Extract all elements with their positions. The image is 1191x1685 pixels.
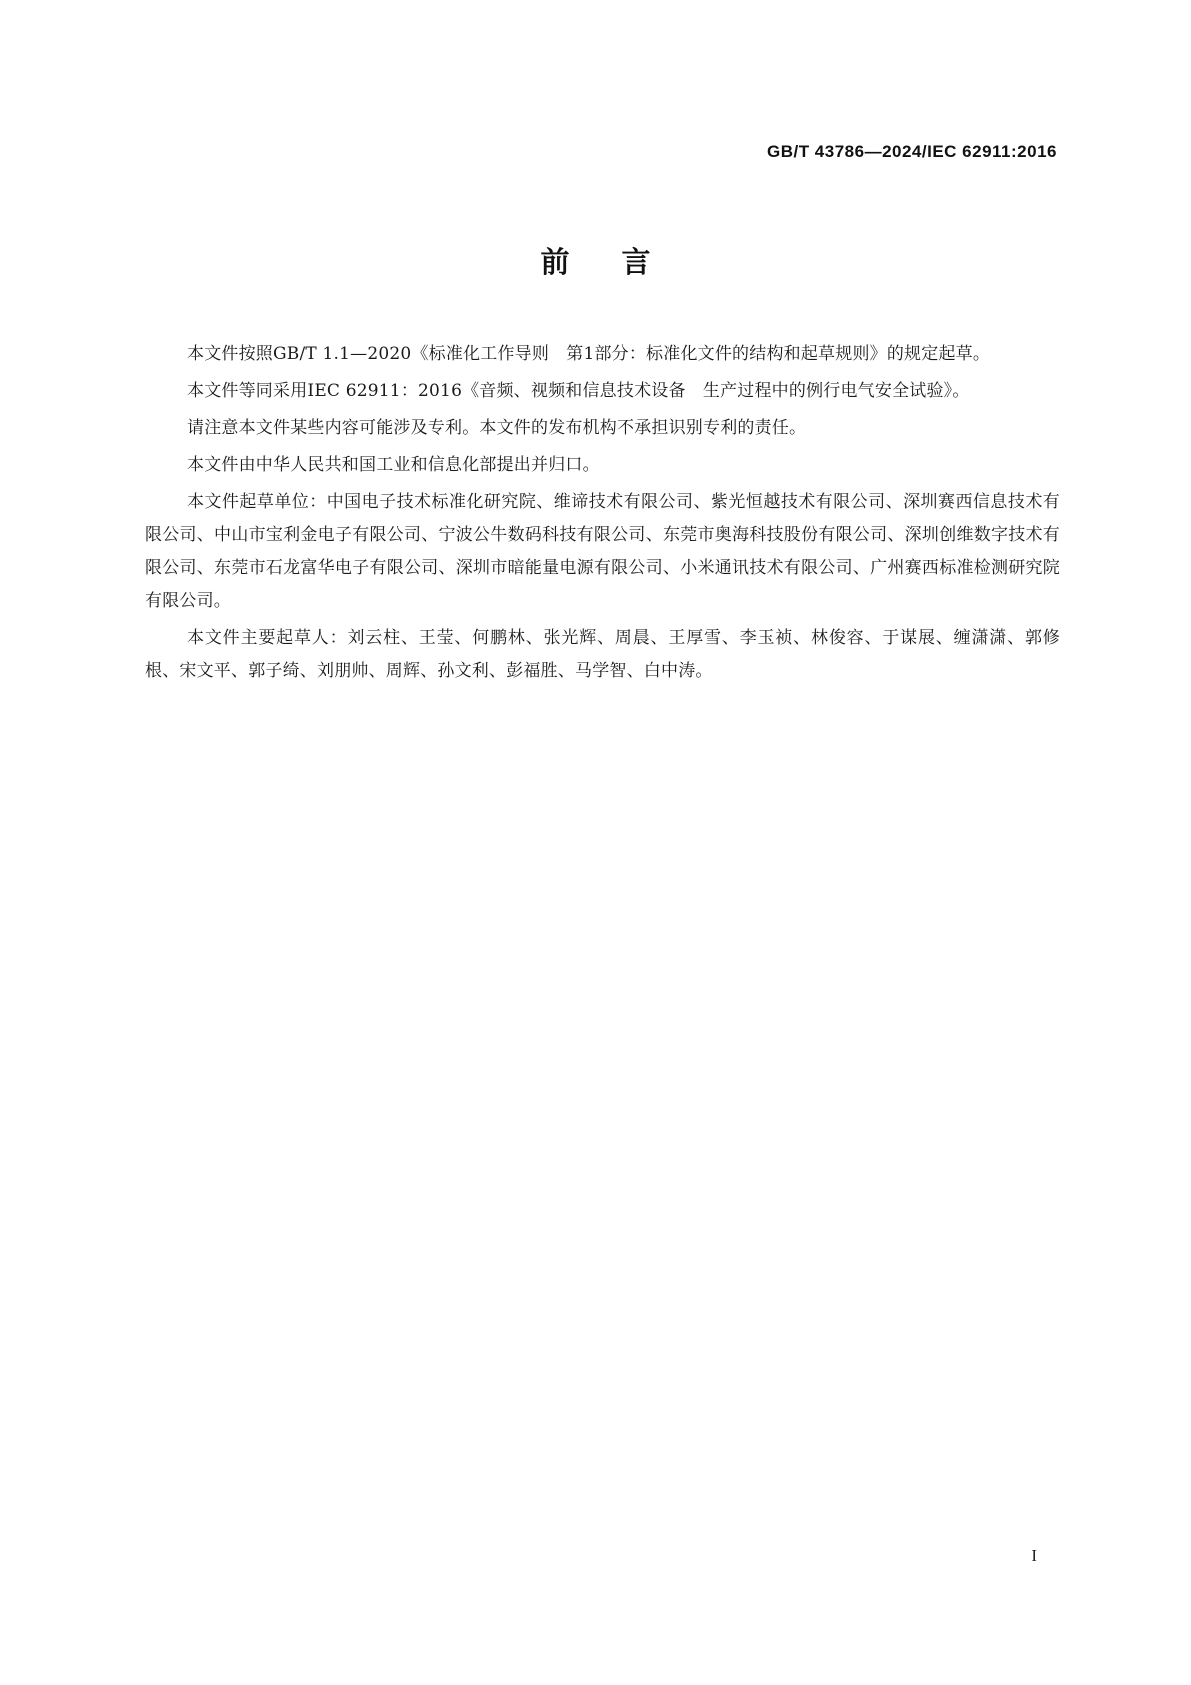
paragraph-drafting-rules: 本文件按照GB/T 1.1—2020《标准化工作导则 第1部分：标准化文件的结构和起草规则》的规定起草。 [187, 344, 991, 364]
paragraph-proposer: 本文件由中华人民共和国工业和信息化部提出并归口。 [187, 455, 600, 475]
paragraph-drafting-units: 本文件起草单位：中国电子技术标准化研究院、维谛技术有限公司、紫光恒越技术有限公司、深圳赛西信息技术有限公司、中山市宝利金电子有限公司、宁波公牛数码科技有限公司、东莞市奥海科技股份有限公司、深圳创维数字技术有限公司、东莞市石龙富华电子有限公司、深圳市暗能量电源有限公司、小米通讯技术有限公司、广州赛西标准检测研究院有限公司。 [145, 492, 1060, 611]
foreword-body [145, 338, 1060, 692]
paragraph-patent-notice: 请注意本文件某些内容可能涉及专利。本文件的发布机构不承担识别专利的责任。 [187, 418, 807, 438]
standard-code-header: GB/T 43786—2024/IEC 62911:2016 [766, 142, 1057, 161]
paragraph-main-drafters: 本文件主要起草人：刘云柱、王莹、何鹏林、张光辉、周晨、王厚雪、李玉祯、林俊容、于谋展、缠潇潇、郭修根、宋文平、郭子绮、刘朋帅、周辉、孙文利、彭福胜、马学智、白中涛。 [145, 628, 1060, 681]
page-title: 前言 [540, 245, 703, 279]
paragraph-adoption: 本文件等同采用IEC 62911：2016《音频、视频和信息技术设备 生产过程中的例行电气安全试验》。 [187, 381, 970, 401]
page-number: I [1031, 1546, 1037, 1565]
